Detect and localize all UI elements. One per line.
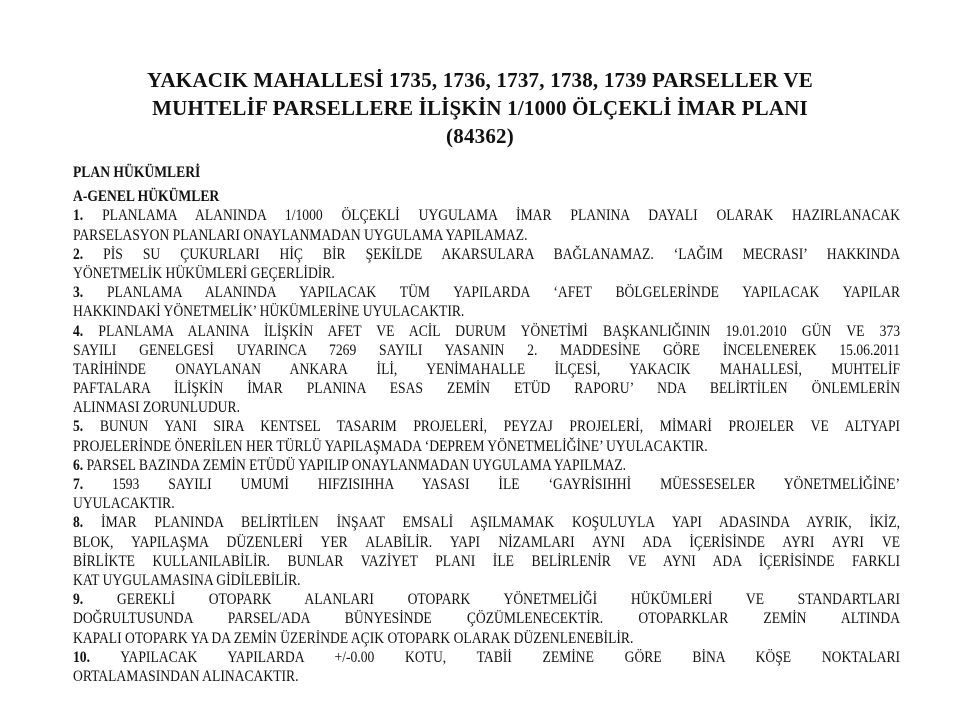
line-text: BUNUN YANI SIRA KENTSEL TASARIM PROJELERİ, PEYZAJ PROJELERİ, MİMARİ PROJELER VE ALTYAPI <box>83 418 901 436</box>
provision-line <box>73 264 900 283</box>
item-number: 8. <box>73 514 84 532</box>
line-text: PARSELASYON PLANLARI ONAYLANMADAN UYGULAMA YAPILAMAZ. <box>73 226 528 244</box>
provision-line <box>73 341 900 360</box>
line-text: PİS SU ÇUKURLARI HİÇ BİR ŞEKİLDE AKARSULARA BAĞLANAMAZ. ‘LAĞIM MECRASI’ HAKKINDA <box>83 245 901 263</box>
line-text: ALINMASI ZORUNLUDUR. <box>73 399 240 417</box>
line-text: PARSEL BAZINDA ZEMİN ETÜDÜ YAPILIP ONAYLANMADAN UYGULAMA YAPILMAZ. <box>83 456 627 474</box>
line-text: GEREKLİ OTOPARK ALANLARI OTOPARK YÖNETMELİĞİ HÜKÜMLERİ VE STANDARTLARI <box>83 591 901 609</box>
title-line: MUHTELİF PARSELLERE İLİŞKİN 1/1000 ÖLÇEKLİ İMAR PLANI <box>152 96 808 120</box>
provision-lines <box>73 206 900 686</box>
item-number: 4. <box>73 322 84 340</box>
item-number: 1. <box>73 207 84 225</box>
line-text: PLANLAMA ALANINDA YAPILACAK TÜM YAPILARDA ‘AFET BÖLGELERİNDE YAPILACAK YAPILAR <box>83 284 901 302</box>
provision-line <box>73 283 900 302</box>
line-text: UYULACAKTIR. <box>73 495 175 513</box>
line-text: PAFTALARA İLİŞKİN İMAR PLANINA ESAS ZEMİN ETÜD RAPORU’ NDA BELİRTİLEN ÖNLEMLERİN <box>73 380 901 398</box>
line-text: KAPALI OTOPARK YA DA ZEMİN ÜZERİNDE AÇIK OTOPARK OLARAK DÜZENLENEBİLİR. <box>73 629 634 647</box>
provision-line <box>73 437 900 456</box>
provision-line <box>73 226 900 245</box>
document-title <box>0 66 960 150</box>
provision-line <box>73 417 900 436</box>
item-number: 2. <box>73 245 84 263</box>
provision-line <box>73 590 900 609</box>
provision-line <box>73 360 900 379</box>
provision-line <box>73 629 900 648</box>
provision-line <box>73 322 900 341</box>
line-text: PLANLAMA ALANINDA 1/1000 ÖLÇEKLİ UYGULAMA İMAR PLANINA DAYALI OLARAK HAZIRLANACAK <box>83 207 901 225</box>
line-text: İMAR PLANINDA BELİRTİLEN İNŞAAT EMSALİ AŞILMAMAK KOŞULUYLA YAPI ADASINDA AYRIK, İKİZ, <box>83 514 901 532</box>
line-text: BLOK, YAPILAŞMA DÜZENLERİ YER ALABİLİR. YAPI NİZAMLARI AYNI ADA İÇERİSİNDE AYRI AYRI VE <box>73 533 901 551</box>
item-number: 3. <box>73 284 84 302</box>
provision-line <box>73 475 900 494</box>
item-number: 5. <box>73 418 84 436</box>
item-number: 10. <box>73 648 90 666</box>
line-text: YÖNETMELİK HÜKÜMLERİ GEÇERLİDİR. <box>73 264 335 282</box>
item-number: 6. <box>73 456 84 474</box>
provision-line <box>73 379 900 398</box>
provision-line <box>73 609 900 628</box>
line-text: KAT UYGULAMASINA GİDİLEBİLİR. <box>73 571 301 589</box>
item-number: 7. <box>73 476 84 493</box>
provision-line <box>73 456 900 475</box>
provision-line <box>73 533 900 552</box>
line-text: BİRLİKTE KULLANILABİLİR. BUNLAR VAZİYET PLANI İLE BELİRLENİR VE AYNI ADA İÇERİSİNDE FARKLI <box>73 552 901 570</box>
provision-line <box>73 245 900 264</box>
provision-line <box>73 571 900 590</box>
provision-line <box>73 494 900 513</box>
line-text: DOĞRULTUSUNDA PARSEL/ADA BÜNYESİNDE ÇÖZÜMLENECEKTİR. OTOPARKLAR ZEMİN ALTINDA <box>73 610 901 628</box>
provision-line <box>73 302 900 321</box>
provision-line <box>73 206 900 225</box>
provision-line <box>73 667 900 686</box>
line-text: ORTALAMASINDAN ALINACAKTIR. <box>73 667 299 685</box>
provision-line <box>73 398 900 417</box>
title-line: (84362) <box>446 124 514 148</box>
line-text: SAYILI GENELGESİ UYARINCA 7269 SAYILI YASANIN 2. MADDESİNE GÖRE İNCELENEREK 15.06.2011 <box>73 341 901 359</box>
line-text: 1593 SAYILI UMUMİ HIFZISIHHA YASASI İLE ‘GAYRİSIHHİ MÜESSESELER YÖNETMELİĞİNE’ <box>83 476 901 493</box>
line-text: YAPILACAK YAPILARDA +/-0.00 KOTU, TABİİ ZEMİNE GÖRE BİNA KÖŞE NOKTALARI <box>90 648 901 666</box>
line-text: TARİHİNDE ONAYLANAN ANKARA İLİ, YENİMAHALLE İLÇESİ, YAKACIK MAHALLESİ, MUHTELİF <box>73 360 901 378</box>
line-text: PLANLAMA ALANINA İLİŞKİN AFET VE ACİL DURUM YÖNETİMİ BAŞKANLIĞININ 19.01.2010 GÜN VE 373 <box>83 322 901 340</box>
line-text: PROJELERİNDE ÖNERİLEN HER TÜRLÜ YAPILAŞMADA ‘DEPREM YÖNETMELİĞİNE’ UYULACAKTIR. <box>73 437 708 455</box>
provision-line <box>73 513 900 532</box>
provision-line <box>73 648 900 667</box>
plan-provisions <box>73 163 900 686</box>
line-text: HAKKINDAKİ YÖNETMELİK’ HÜKÜMLERİNE UYULACAKTIR. <box>73 303 465 321</box>
item-number: 9. <box>73 591 84 609</box>
title-line: YAKACIK MAHALLESİ 1735, 1736, 1737, 1738, 1739 PARSELLER VE <box>147 68 813 92</box>
provision-line <box>73 552 900 571</box>
subsection-heading: A-GENEL HÜKÜMLER <box>73 188 220 206</box>
section-heading: PLAN HÜKÜMLERİ <box>73 164 201 181</box>
